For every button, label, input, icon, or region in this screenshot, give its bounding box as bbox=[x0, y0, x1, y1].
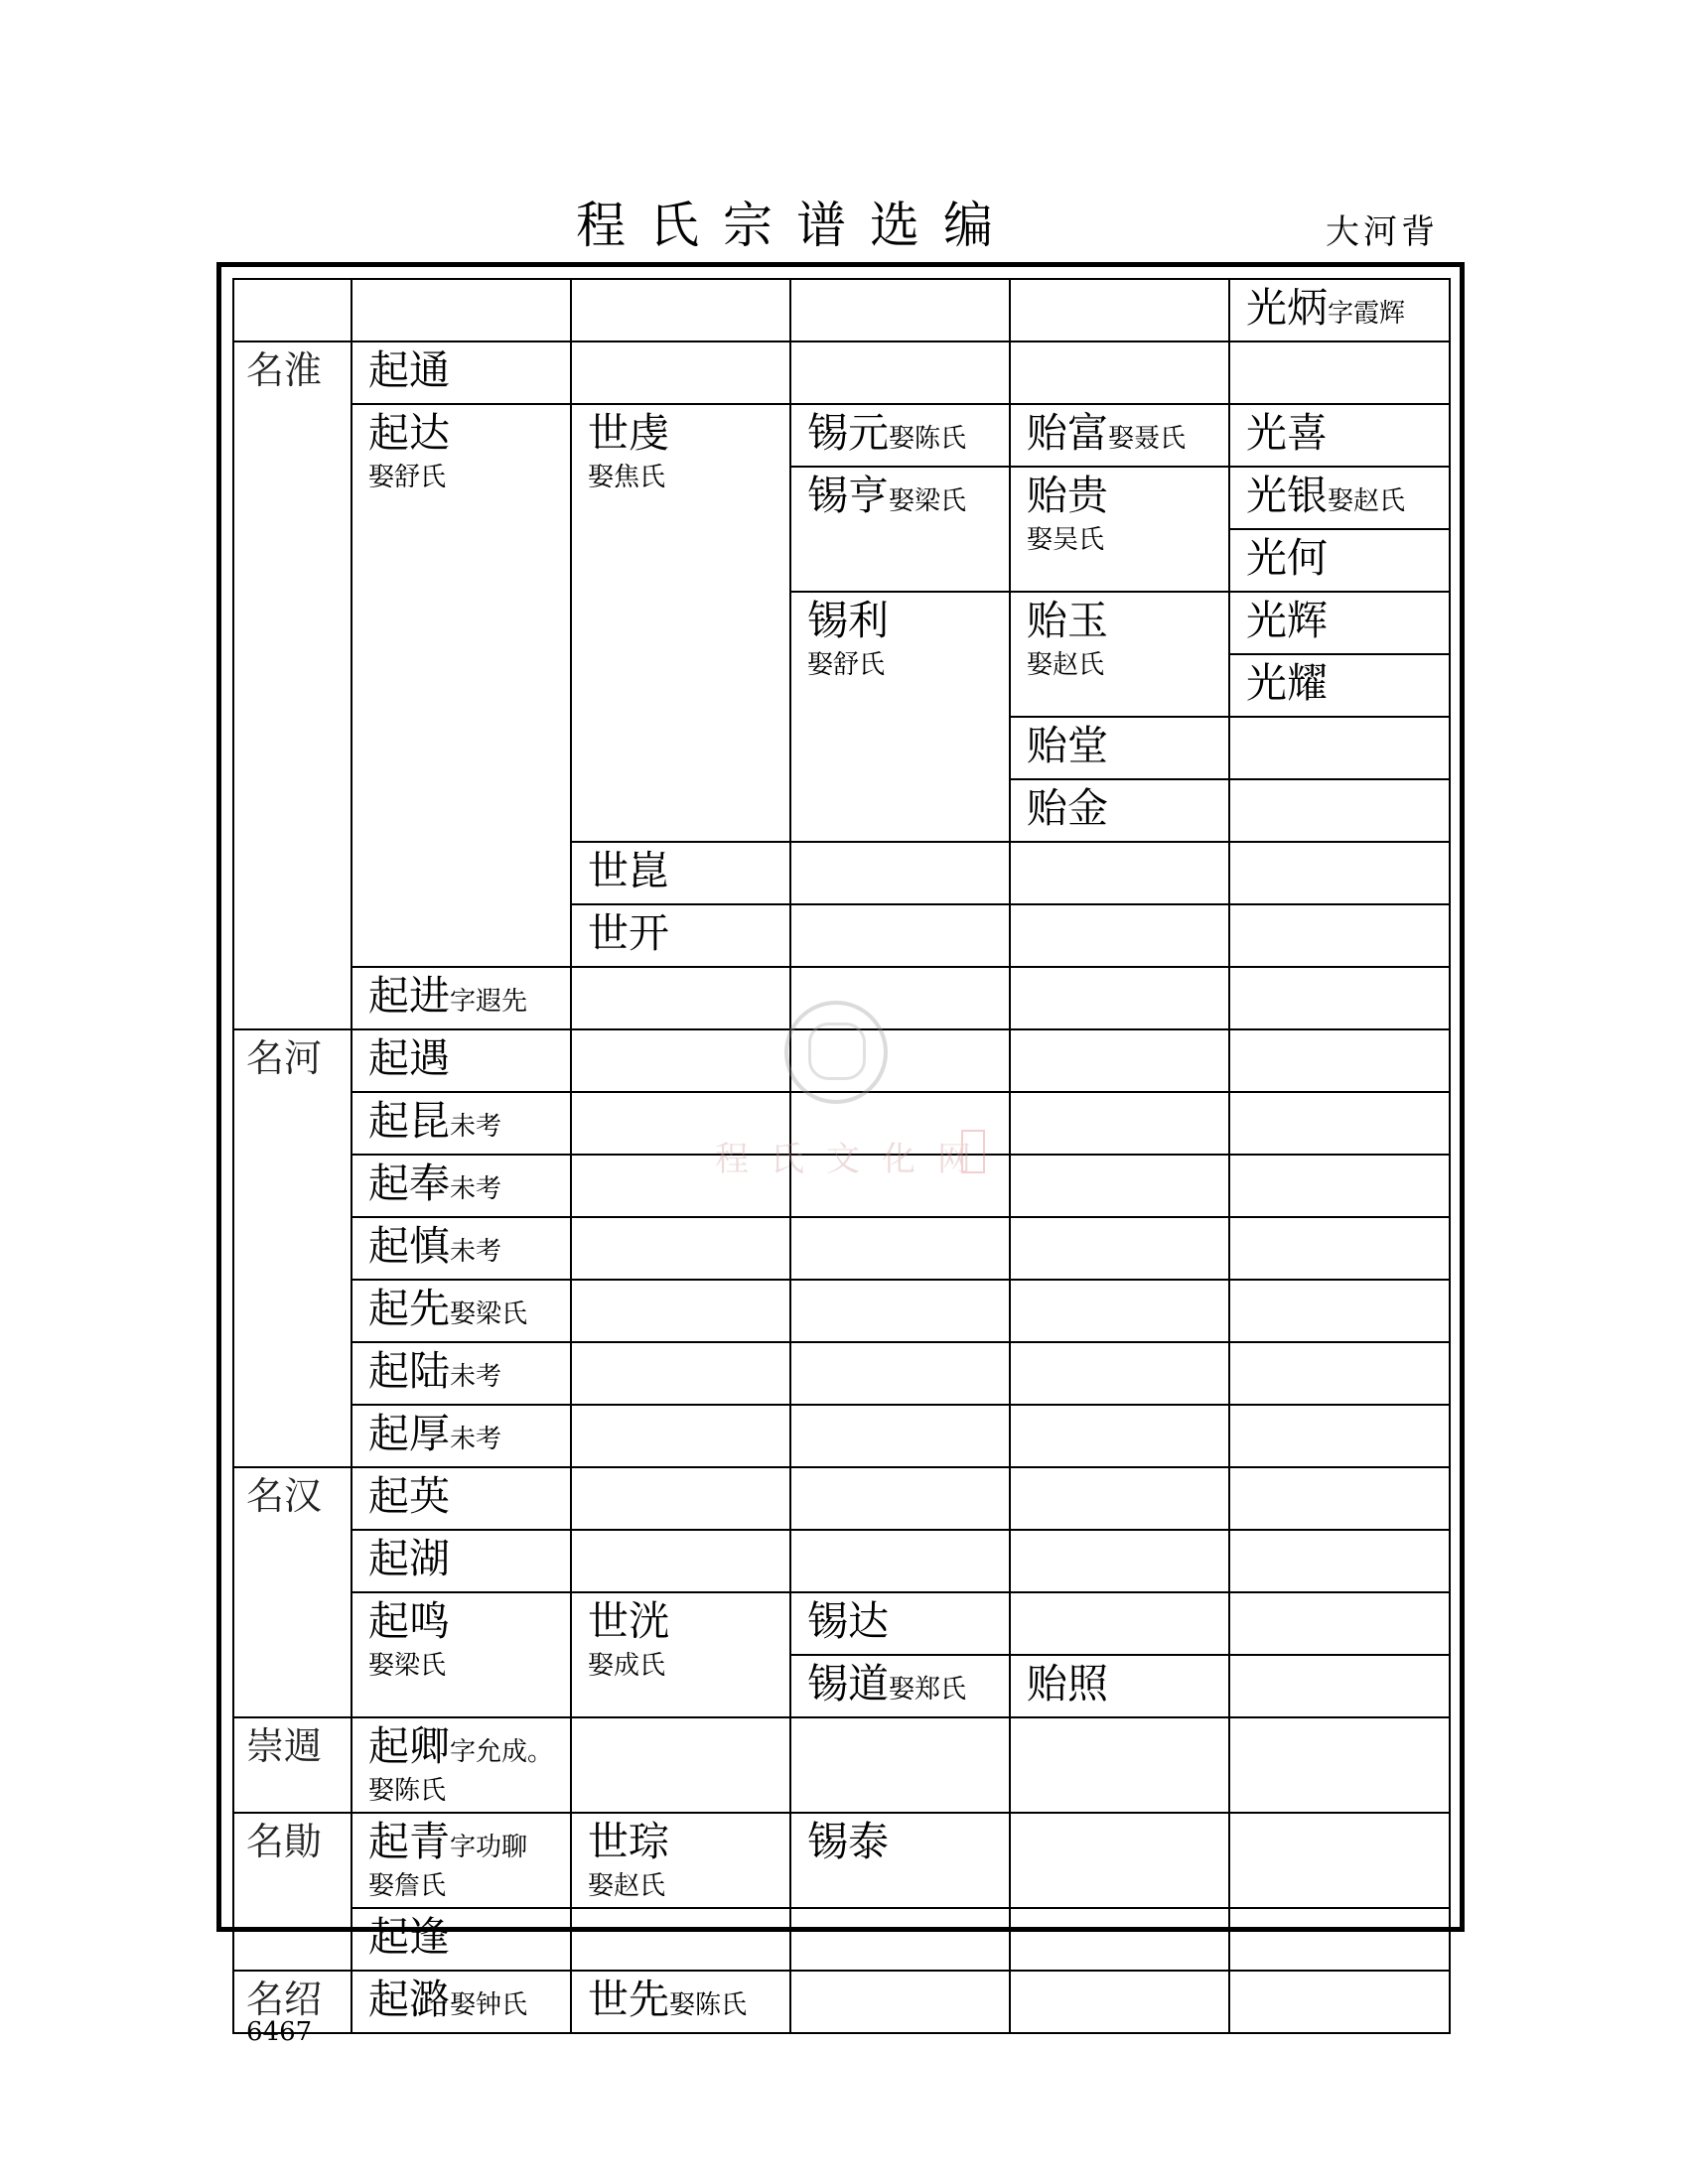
group-label: 名绍 bbox=[246, 1978, 323, 2021]
cell-empty bbox=[1229, 717, 1450, 779]
cell-qiqing2 bbox=[352, 1813, 571, 1908]
person-note: 娶陈氏 bbox=[368, 1776, 447, 1806]
cell-shiguang bbox=[571, 1592, 790, 1717]
cell-yizhao bbox=[1010, 1655, 1229, 1717]
person-note: 未考 bbox=[450, 1174, 502, 1204]
cell-empty bbox=[790, 279, 1010, 341]
cell-empty bbox=[233, 279, 352, 341]
table-row bbox=[233, 1342, 1450, 1405]
person-note: 娶梁氏 bbox=[889, 486, 967, 516]
person-name: 世洸 bbox=[588, 1597, 669, 1645]
person-name: 锡利 bbox=[807, 597, 889, 644]
person-name: 世虔 bbox=[588, 409, 669, 457]
person-name: 起厚 bbox=[368, 1410, 450, 1457]
person-name: 贻贵 bbox=[1027, 472, 1108, 519]
cell-empty bbox=[1229, 842, 1450, 904]
cell-empty bbox=[1229, 1029, 1450, 1092]
cell-yifu bbox=[1010, 404, 1229, 467]
person-name: 起鸣 bbox=[368, 1597, 450, 1645]
person-note: 娶赵氏 bbox=[1027, 650, 1105, 680]
person-name: 锡亨 bbox=[807, 472, 889, 519]
cell-empty bbox=[1229, 1342, 1450, 1405]
cell-guangyao bbox=[1229, 654, 1450, 717]
group-label: 名勛 bbox=[246, 1820, 323, 1863]
person-name: 世先 bbox=[588, 1976, 669, 2023]
person-note: 娶吴氏 bbox=[1027, 525, 1105, 555]
cell-shilu bbox=[571, 404, 790, 842]
cell-guanghui bbox=[1229, 592, 1450, 654]
cell-empty bbox=[1229, 904, 1450, 967]
person-name: 起卿 bbox=[368, 1722, 450, 1770]
person-note: 娶钟氏 bbox=[450, 1990, 528, 2020]
cell-empty bbox=[1229, 1971, 1450, 2033]
cell-xiheng bbox=[790, 467, 1010, 592]
group-label: 名河 bbox=[246, 1036, 323, 1080]
cell-empty bbox=[790, 1217, 1010, 1280]
cell-empty bbox=[790, 904, 1010, 967]
person-note: 娶詹氏 bbox=[368, 1871, 447, 1901]
person-note: 字允成。 bbox=[450, 1737, 554, 1767]
cell-guanghe bbox=[1229, 529, 1450, 592]
cell-qifeng bbox=[352, 1155, 571, 1217]
table-row bbox=[233, 1717, 1450, 1813]
person-name: 世崑 bbox=[588, 847, 669, 894]
cell-qifeng2 bbox=[352, 1908, 571, 1971]
person-name: 起陆 bbox=[368, 1347, 450, 1395]
table-row bbox=[233, 404, 1450, 467]
cell-empty bbox=[1229, 1655, 1450, 1717]
cell-guangyin bbox=[1229, 467, 1450, 529]
cell-yitang bbox=[1010, 717, 1229, 779]
person-name: 起先 bbox=[368, 1285, 450, 1332]
group-label-cell bbox=[233, 1717, 352, 1813]
cell-empty bbox=[1010, 1717, 1229, 1813]
person-name: 世琮 bbox=[588, 1818, 669, 1865]
person-name: 起通 bbox=[368, 346, 450, 394]
person-note: 娶成氏 bbox=[588, 1651, 666, 1681]
group-label-cell bbox=[233, 1029, 352, 1467]
cell-empty bbox=[790, 1280, 1010, 1342]
seal-icon bbox=[961, 1130, 985, 1173]
watermark-logo-icon bbox=[784, 1001, 888, 1104]
cell-guangxi bbox=[1229, 404, 1450, 467]
table-row bbox=[233, 1971, 1450, 2033]
cell-empty bbox=[571, 1530, 790, 1592]
cell-empty bbox=[1229, 1405, 1450, 1467]
watermark bbox=[715, 1001, 1013, 1179]
cell-empty bbox=[1229, 1908, 1450, 1971]
person-note: 娶赵氏 bbox=[588, 1871, 666, 1901]
cell-shicong bbox=[571, 1813, 790, 1908]
cell-empty bbox=[1229, 1217, 1450, 1280]
cell-empty bbox=[571, 967, 790, 1029]
cell-empty bbox=[571, 1908, 790, 1971]
cell-shixian2 bbox=[571, 1971, 790, 2033]
cell-empty bbox=[1010, 1280, 1229, 1342]
person-name: 光何 bbox=[1246, 534, 1328, 582]
cell-empty bbox=[1010, 904, 1229, 967]
person-name: 贻照 bbox=[1027, 1660, 1108, 1707]
group-label-cell bbox=[233, 1813, 352, 1971]
cell-shikun bbox=[571, 842, 790, 904]
person-name: 起英 bbox=[368, 1472, 450, 1520]
person-name: 锡泰 bbox=[807, 1818, 889, 1865]
cell-empty bbox=[790, 1971, 1010, 2033]
cell-empty bbox=[1229, 1092, 1450, 1155]
person-note: 未考 bbox=[450, 1425, 502, 1454]
person-name: 锡达 bbox=[807, 1597, 889, 1645]
cell-empty bbox=[1229, 1467, 1450, 1530]
person-note: 娶梁氏 bbox=[368, 1651, 447, 1681]
table-row bbox=[233, 279, 1450, 341]
cell-xiyuan bbox=[790, 404, 1010, 467]
person-name: 光辉 bbox=[1246, 597, 1328, 644]
cell-xitai bbox=[790, 1813, 1010, 1908]
cell-empty bbox=[790, 1717, 1010, 1813]
cell-empty bbox=[571, 341, 790, 404]
person-note: 娶陈氏 bbox=[889, 424, 967, 454]
cell-qihu bbox=[352, 1530, 571, 1592]
cell-qiying bbox=[352, 1467, 571, 1530]
cell-empty bbox=[1010, 1592, 1229, 1655]
cell-empty bbox=[571, 1342, 790, 1405]
person-name: 起潞 bbox=[368, 1976, 450, 2023]
cell-empty bbox=[1010, 842, 1229, 904]
cell-empty bbox=[1010, 1092, 1229, 1155]
cell-empty bbox=[1010, 1530, 1229, 1592]
cell-empty bbox=[790, 1342, 1010, 1405]
cell-empty bbox=[790, 842, 1010, 904]
group-label: 崇週 bbox=[246, 1724, 323, 1768]
cell-empty bbox=[1229, 1592, 1450, 1655]
cell-empty bbox=[1229, 1813, 1450, 1908]
person-note: 未考 bbox=[450, 1237, 502, 1267]
cell-empty bbox=[571, 279, 790, 341]
table-row bbox=[233, 341, 1450, 404]
table-row bbox=[233, 1592, 1450, 1655]
cell-qitong bbox=[352, 341, 571, 404]
person-name: 光耀 bbox=[1246, 659, 1328, 707]
person-note: 娶聂氏 bbox=[1108, 424, 1187, 454]
cell-empty bbox=[1010, 1155, 1229, 1217]
cell-empty bbox=[1229, 341, 1450, 404]
person-name: 起逢 bbox=[368, 1913, 450, 1961]
person-note: 未考 bbox=[450, 1112, 502, 1142]
person-name: 起进 bbox=[368, 972, 450, 1020]
cell-empty bbox=[1229, 1717, 1450, 1813]
table-row bbox=[233, 1530, 1450, 1592]
person-name: 光银 bbox=[1246, 472, 1328, 519]
group-label-cell bbox=[233, 341, 352, 1029]
person-note: 娶舒氏 bbox=[807, 650, 886, 680]
person-name: 光炳 bbox=[1246, 284, 1328, 332]
cell-guangbing bbox=[1229, 279, 1450, 341]
cell-empty bbox=[1010, 279, 1229, 341]
person-name: 起湖 bbox=[368, 1535, 450, 1582]
page-number: 6467 bbox=[246, 2017, 313, 2047]
cell-empty bbox=[571, 1029, 790, 1092]
group-label: 名淮 bbox=[246, 348, 323, 392]
cell-empty bbox=[1010, 1217, 1229, 1280]
person-name: 贻堂 bbox=[1027, 722, 1108, 769]
person-note: 娶梁氏 bbox=[450, 1299, 528, 1329]
cell-xidao bbox=[790, 1655, 1010, 1717]
person-name: 贻金 bbox=[1027, 784, 1108, 832]
cell-yijin bbox=[1010, 779, 1229, 842]
cell-empty bbox=[1229, 1280, 1450, 1342]
cell-xida bbox=[790, 1592, 1010, 1655]
group-label: 名汉 bbox=[246, 1474, 323, 1518]
cell-empty bbox=[571, 1280, 790, 1342]
cell-empty bbox=[571, 1467, 790, 1530]
cell-empty bbox=[1010, 341, 1229, 404]
table-row bbox=[233, 1813, 1450, 1908]
person-name: 锡元 bbox=[807, 409, 889, 457]
cell-empty bbox=[1229, 1530, 1450, 1592]
cell-empty bbox=[571, 1717, 790, 1813]
person-note: 字霞辉 bbox=[1328, 299, 1406, 329]
cell-qijin bbox=[352, 967, 571, 1029]
cell-empty bbox=[1010, 1405, 1229, 1467]
cell-empty bbox=[1010, 967, 1229, 1029]
cell-empty bbox=[790, 341, 1010, 404]
cell-yigui bbox=[1010, 467, 1229, 592]
cell-qilu bbox=[352, 1342, 571, 1405]
person-note: 娶焦氏 bbox=[588, 463, 666, 492]
cell-empty bbox=[1010, 1342, 1229, 1405]
cell-qiqing bbox=[352, 1717, 571, 1813]
cell-empty bbox=[571, 1405, 790, 1467]
place-label: 大河背 bbox=[1326, 212, 1439, 252]
cell-empty bbox=[790, 1405, 1010, 1467]
cell-empty bbox=[1229, 779, 1450, 842]
cell-empty bbox=[1010, 1467, 1229, 1530]
cell-empty bbox=[1010, 1908, 1229, 1971]
cell-shikai bbox=[571, 904, 790, 967]
person-note: 娶赵氏 bbox=[1328, 486, 1406, 516]
cell-empty bbox=[1010, 1971, 1229, 2033]
person-note: 未考 bbox=[450, 1362, 502, 1392]
cell-empty bbox=[352, 279, 571, 341]
person-note: 娶舒氏 bbox=[368, 463, 447, 492]
cell-empty bbox=[571, 1217, 790, 1280]
person-note: 娶郑氏 bbox=[889, 1675, 967, 1705]
person-name: 世开 bbox=[588, 909, 669, 957]
person-name: 起青 bbox=[368, 1818, 450, 1865]
cell-qida bbox=[352, 404, 571, 967]
cell-qihou bbox=[352, 1405, 571, 1467]
page-title: 程氏宗谱选编 bbox=[576, 197, 1017, 254]
cell-empty bbox=[790, 1467, 1010, 1530]
cell-qikun bbox=[352, 1092, 571, 1155]
person-name: 起达 bbox=[368, 409, 450, 457]
person-name: 起慎 bbox=[368, 1222, 450, 1270]
person-name: 起遇 bbox=[368, 1034, 450, 1082]
group-label-cell bbox=[233, 1467, 352, 1717]
person-note: 字遐先 bbox=[450, 987, 528, 1017]
person-name: 起奉 bbox=[368, 1160, 450, 1207]
person-name: 起昆 bbox=[368, 1097, 450, 1145]
cell-qiluo bbox=[352, 1971, 571, 2033]
table-row bbox=[233, 1467, 1450, 1530]
watermark-text: 程氏文化网 bbox=[715, 1140, 993, 1179]
table-row bbox=[233, 1908, 1450, 1971]
cell-xili bbox=[790, 592, 1010, 842]
person-name: 贻玉 bbox=[1027, 597, 1108, 644]
cell-empty bbox=[1010, 1813, 1229, 1908]
person-note: 娶陈氏 bbox=[669, 1990, 748, 2020]
cell-empty bbox=[1229, 967, 1450, 1029]
cell-empty bbox=[1010, 1029, 1229, 1092]
table-row bbox=[233, 1280, 1450, 1342]
person-name: 贻富 bbox=[1027, 409, 1108, 457]
cell-qiyu bbox=[352, 1029, 571, 1092]
table-row bbox=[233, 1217, 1450, 1280]
person-name: 光喜 bbox=[1246, 409, 1328, 457]
table-row bbox=[233, 1405, 1450, 1467]
cell-yiyu bbox=[1010, 592, 1229, 717]
cell-qixian bbox=[352, 1280, 571, 1342]
cell-empty bbox=[790, 1908, 1010, 1971]
person-note: 字功聊 bbox=[450, 1833, 528, 1862]
cell-empty bbox=[790, 1530, 1010, 1592]
cell-qiming bbox=[352, 1592, 571, 1717]
cell-qishen bbox=[352, 1217, 571, 1280]
cell-empty bbox=[1229, 1155, 1450, 1217]
person-name: 锡道 bbox=[807, 1660, 889, 1707]
